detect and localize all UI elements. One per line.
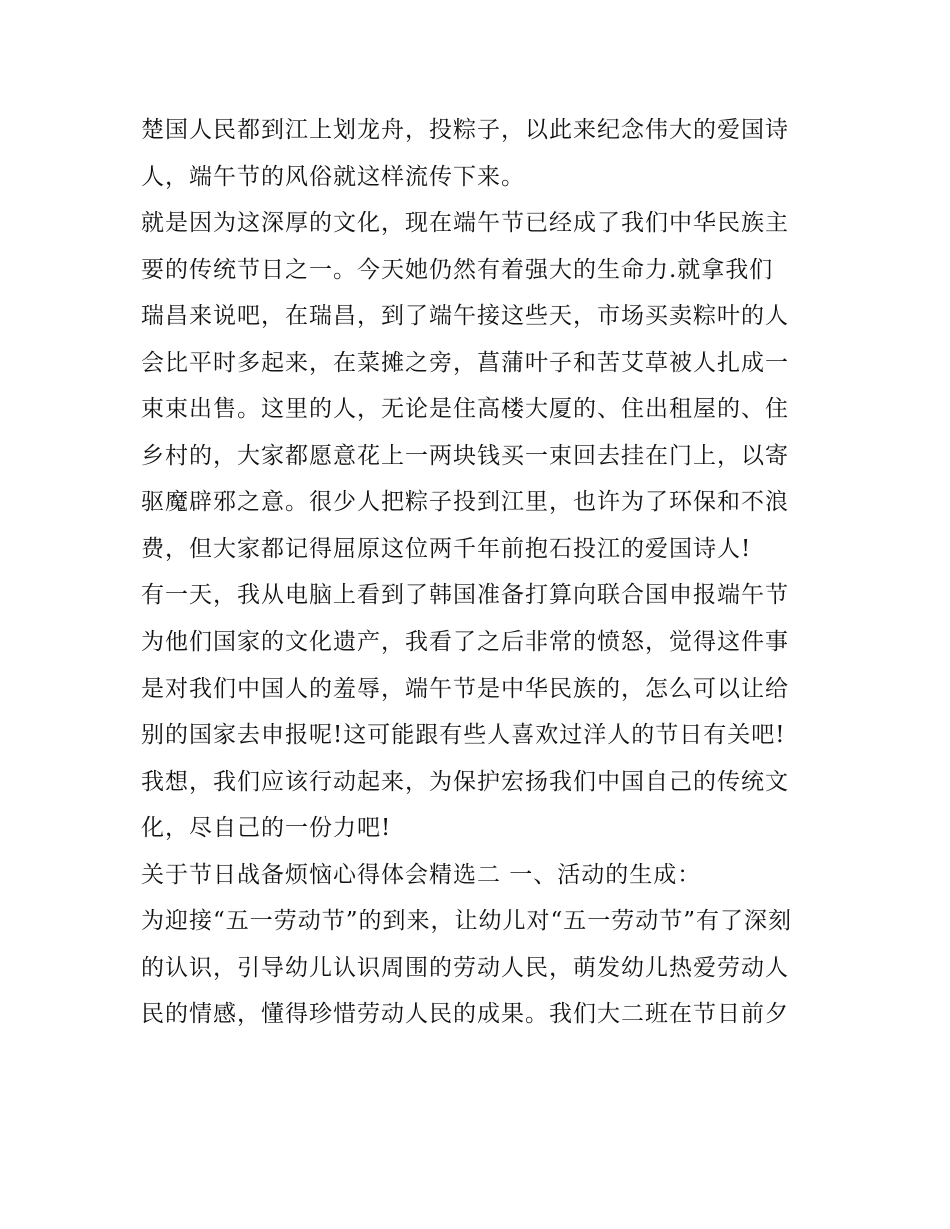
text-line: 别的国家去申报呢!这可能跟有些人喜欢过洋人的节日有关吧! <box>141 722 786 749</box>
text-line: 要的传统节日之一。今天她仍然有着强大的生命力.就拿我们 <box>141 256 774 283</box>
document-body <box>141 110 821 1041</box>
text-line: 瑞昌来说吧，在瑞昌，到了端午接这些天，市场买卖粽叶的人 <box>141 303 789 330</box>
text-line: 会比平时多起来，在菜摊之旁，菖蒲叶子和苦艾草被人扎成一 <box>141 349 789 376</box>
text-line: 人，端午节的风俗就这样流传下来。 <box>141 163 525 190</box>
text-line: 为迎接“五一劳动节”的到来，让幼儿对“五一劳动节”有了深刻 <box>141 908 793 935</box>
text-line: 我想，我们应该行动起来，为保护宏扬我们中国自己的传统文 <box>141 768 789 795</box>
text-line: 驱魔辟邪之意。很少人把粽子投到江里，也许为了环保和不浪 <box>141 489 789 516</box>
section-heading: 关于节日战备烦恼心得体会精选二 一、活动的生成： <box>141 861 702 888</box>
text-line: 有一天，我从电脑上看到了韩国准备打算向联合国申报端午节 <box>141 582 789 609</box>
text-line: 民的情感，懂得珍惜劳动人民的成果。我们大二班在节日前夕 <box>141 1001 789 1028</box>
text-line: 束束出售。这里的人，无论是住高楼大厦的、住出租屋的、住 <box>141 396 789 423</box>
text-line: 为他们国家的文化遗产，我看了之后非常的愤怒，觉得这件事 <box>141 629 789 656</box>
text-line: 的认识，引导幼儿认识周围的劳动人民，萌发幼儿热爱劳动人 <box>141 954 789 981</box>
text-line: 楚国人民都到江上划龙舟，投粽子，以此来纪念伟大的爱国诗 <box>141 117 789 143</box>
text-line: 是对我们中国人的羞辱，端午节是中华民族的，怎么可以让给 <box>141 675 789 702</box>
text-line: 费，但大家都记得屈原这位两千年前抱石投江的爱国诗人! <box>141 535 752 562</box>
text-line: 就是因为这深厚的文化，现在端午节已经成了我们中华民族主 <box>141 210 789 237</box>
text-line: 乡村的，大家都愿意花上一两块钱买一束回去挂在门上，以寄 <box>141 442 789 469</box>
text-line: 化，尽自己的一份力吧! <box>141 815 392 842</box>
